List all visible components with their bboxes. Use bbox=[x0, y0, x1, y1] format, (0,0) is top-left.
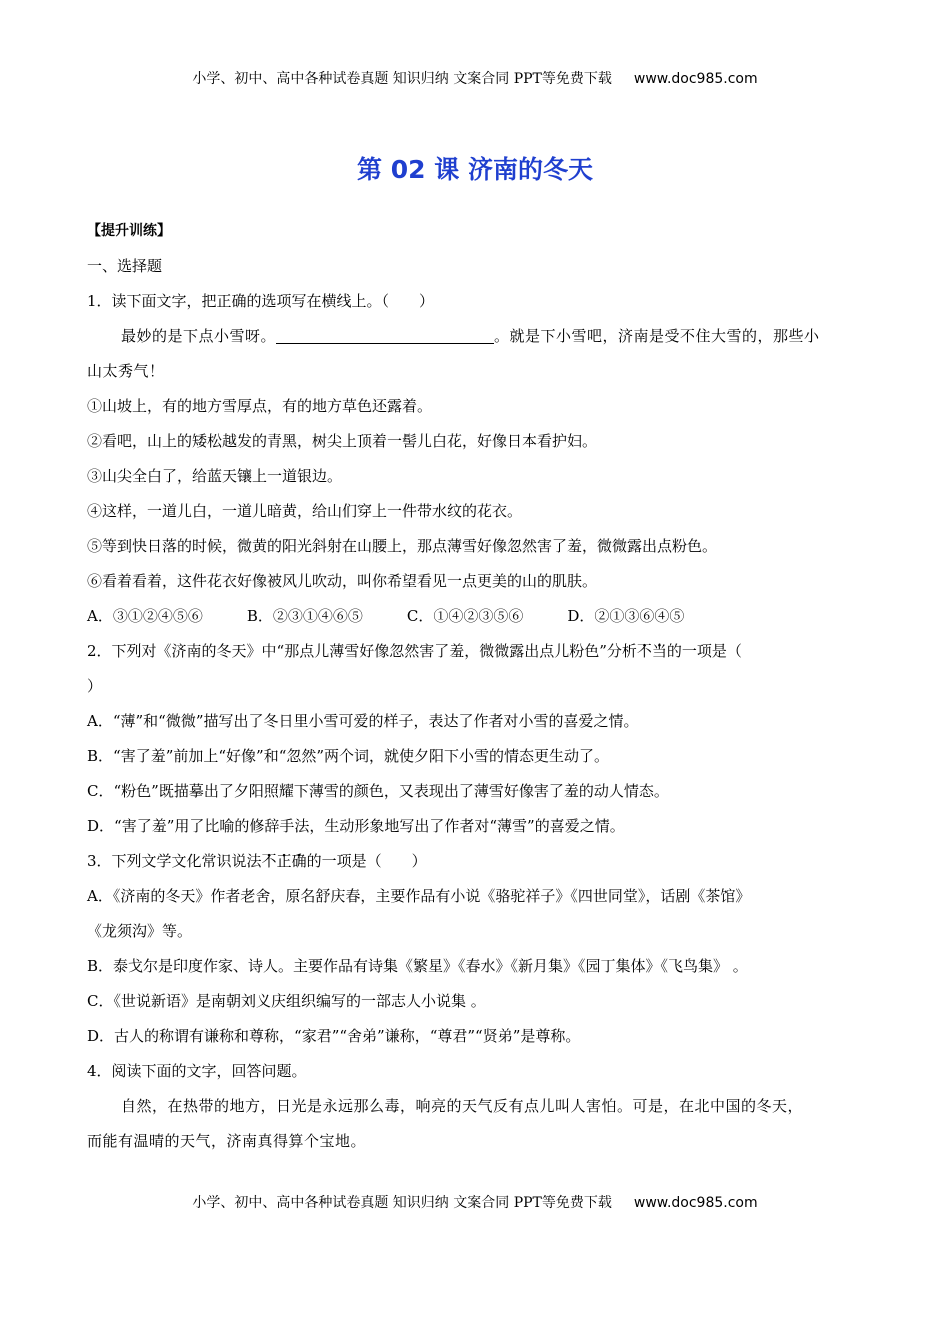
header-site-link[interactable]: www.doc985.com bbox=[633, 71, 758, 87]
q1-option-d[interactable]: D．②①③⑥④⑤ bbox=[567, 607, 685, 625]
q3-stem bbox=[87, 844, 859, 879]
header-text: 小学、初中、高中各种试卷真题 知识归纳 文案合同 PPT等免费下载 bbox=[192, 71, 612, 87]
q1-option-b[interactable]: B．②③①④⑥⑤ bbox=[246, 607, 363, 625]
q3-option-a-cont: 《龙须沟》等。 bbox=[87, 922, 193, 940]
q2-option-b[interactable]: B．“害了羞”前加上“好像”和“忽然”两个词，就使夕阳下小雪的情态更生动了。 bbox=[87, 747, 610, 765]
section-heading: 一、选择题 bbox=[87, 257, 163, 275]
q1-item: ③山尖全白了，给蓝天镶上一道银边。 bbox=[87, 467, 343, 485]
q1-item: ⑤等到快日落的时候，微黄的阳光斜射在山腰上，那点薄雪好像忽然害了羞，微微露出点粉色。 bbox=[87, 537, 718, 555]
q3-stem-b: 的一项是（ ） bbox=[306, 852, 427, 870]
section-tag: 【提升训练】 bbox=[87, 223, 171, 239]
q3-option-b[interactable]: B．泰戈尔是印度作家、诗人。主要作品有诗集《繁星》《春水》《新月集》《园丁集体》《飞鸟集》 。 bbox=[87, 957, 748, 975]
page-title: 第 02 课 济南的冬天 bbox=[357, 155, 593, 184]
q1-passage-a: 最妙的是下点小雪呀。 bbox=[121, 327, 277, 345]
q1-item: ②看吧，山上的矮松越发的青黑，树尖上顶着一髻儿白花，好像日本看护妇。 bbox=[87, 432, 598, 450]
q4-passage-b: 而能有温晴的天气，济南真得算个宝地。 bbox=[87, 1132, 367, 1150]
emphasis-char: 正 bbox=[276, 852, 292, 870]
q2-stem-c: ） bbox=[87, 677, 103, 695]
q4-stem: 4．阅读下面的文字，回答问题。 bbox=[87, 1062, 307, 1080]
q2-option-a[interactable]: A．“薄”和“微微”描写出了冬日里小雪可爱的样子，表达了作者对小雪的喜爱之情。 bbox=[87, 712, 639, 730]
q1-passage-line1 bbox=[87, 319, 859, 354]
answer-blank[interactable] bbox=[276, 327, 494, 344]
q2-stem bbox=[87, 634, 859, 669]
emphasis-char: 不 bbox=[636, 642, 652, 660]
q3-option-c[interactable]: C．《世说新语》是南朝刘义庆组织编写的一部志人小说集 。 bbox=[87, 992, 486, 1010]
q1-options bbox=[87, 599, 859, 634]
q3-option-a[interactable]: A．《济南的冬天》作者老舍，原名舒庆春，主要作品有小说《骆驼祥子》《四世同堂》，话剧《茶馆》 bbox=[87, 887, 751, 905]
q1-passage-c: 山太秀气！ bbox=[87, 362, 165, 380]
q2-option-d[interactable]: D．“害了羞”用了比喻的修辞手法，生动形象地写出了作者对“薄雪”的喜爱之情。 bbox=[87, 817, 625, 835]
page-footer bbox=[0, 1192, 950, 1212]
q2-stem-b: 的一项是（ bbox=[666, 642, 742, 660]
page-header bbox=[0, 68, 950, 88]
emphasis-char: 当 bbox=[651, 642, 667, 660]
q1-item: ④这样，一道儿白，一道儿暗黄，给山们穿上一件带水纹的花衣。 bbox=[87, 502, 523, 520]
q2-stem-a: 2．下列对《济南的冬天》中“那点儿薄雪好像忽然害了羞，微微露出点儿粉色”分析 bbox=[87, 642, 637, 660]
q3-stem-a: 3．下列文学文化常识说法 bbox=[87, 852, 262, 870]
q1-passage-b: 。就是下小雪吧，济南是受不住大雪的，那些小 bbox=[494, 327, 820, 345]
q2-option-c[interactable]: C．“粉色”既描摹出了夕阳照耀下薄雪的颜色，又表现出了薄雪好像害了羞的动人情态。 bbox=[87, 782, 669, 800]
q3-option-d[interactable]: D．古人的称谓有谦称和尊称，“家君”“舍弟”谦称，“尊君”“贤弟”是尊称。 bbox=[87, 1027, 581, 1045]
q1-option-c[interactable]: C．①④②③⑤⑥ bbox=[406, 607, 524, 625]
q1-stem: 1．读下面文字，把正确的选项写在横线上。（ ） bbox=[87, 292, 435, 310]
q1-option-a[interactable]: A．③①②④⑤⑥ bbox=[87, 607, 203, 625]
q1-item: ①山坡上，有的地方雪厚点，有的地方草色还露着。 bbox=[87, 397, 433, 415]
footer-text: 小学、初中、高中各种试卷真题 知识归纳 文案合同 PPT等免费下载 bbox=[192, 1195, 612, 1211]
q1-item: ⑥看着看着，这件花衣好像被风儿吹动，叫你希望看见一点更美的山的肌肤。 bbox=[87, 572, 598, 590]
document-body bbox=[87, 214, 859, 1159]
q4-passage-a: 自然，在热带的地方，日光是永远那么毒，响亮的天气反有点儿叫人害怕。可是，在北中国的冬天， bbox=[121, 1097, 804, 1115]
emphasis-char: 不 bbox=[261, 852, 277, 870]
emphasis-char: 确 bbox=[291, 852, 307, 870]
footer-site-link[interactable]: www.doc985.com bbox=[633, 1195, 758, 1211]
